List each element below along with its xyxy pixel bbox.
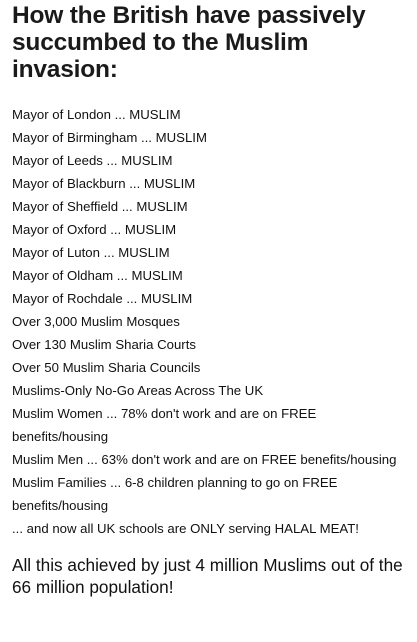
footer-statement: All this achieved by just 4 million Muslims out of the 66 million population! [12,555,403,597]
list-item: Mayor of Oldham ... MUSLIM [12,268,183,283]
list-item: Mayor of London ... MUSLIM [12,107,181,122]
list-item: Over 130 Muslim Sharia Courts [12,337,196,352]
page-title: How the British have passively succumbed to the Muslim invasion: [12,2,366,83]
list-item: ... and now all UK schools are ONLY serving HALAL MEAT! [12,521,359,536]
list-item: Muslim Families ... 6-8 children planning to go on FREE benefits/housing [12,475,338,513]
list-item: Muslim Women ... 78% don't work and are on FREE benefits/housing [12,406,317,444]
list-item: Mayor of Luton ... MUSLIM [12,245,170,260]
list-item: Muslims-Only No-Go Areas Across The UK [12,383,264,398]
list-item: Mayor of Oxford ... MUSLIM [12,222,177,237]
list-item: Mayor of Sheffield ... MUSLIM [12,199,188,214]
list-item: Over 50 Muslim Sharia Councils [12,360,201,375]
list-item: Mayor of Blackburn ... MUSLIM [12,176,196,191]
list-item: Mayor of Birmingham ... MUSLIM [12,130,207,145]
list-item: Mayor of Leeds ... MUSLIM [12,153,173,168]
list-item: Over 3,000 Muslim Mosques [12,314,180,329]
claims-list [12,103,411,540]
list-item: Mayor of Rochdale ... MUSLIM [12,291,193,306]
list-item: Muslim Men ... 63% don't work and are on FREE benefits/housing [12,452,397,467]
